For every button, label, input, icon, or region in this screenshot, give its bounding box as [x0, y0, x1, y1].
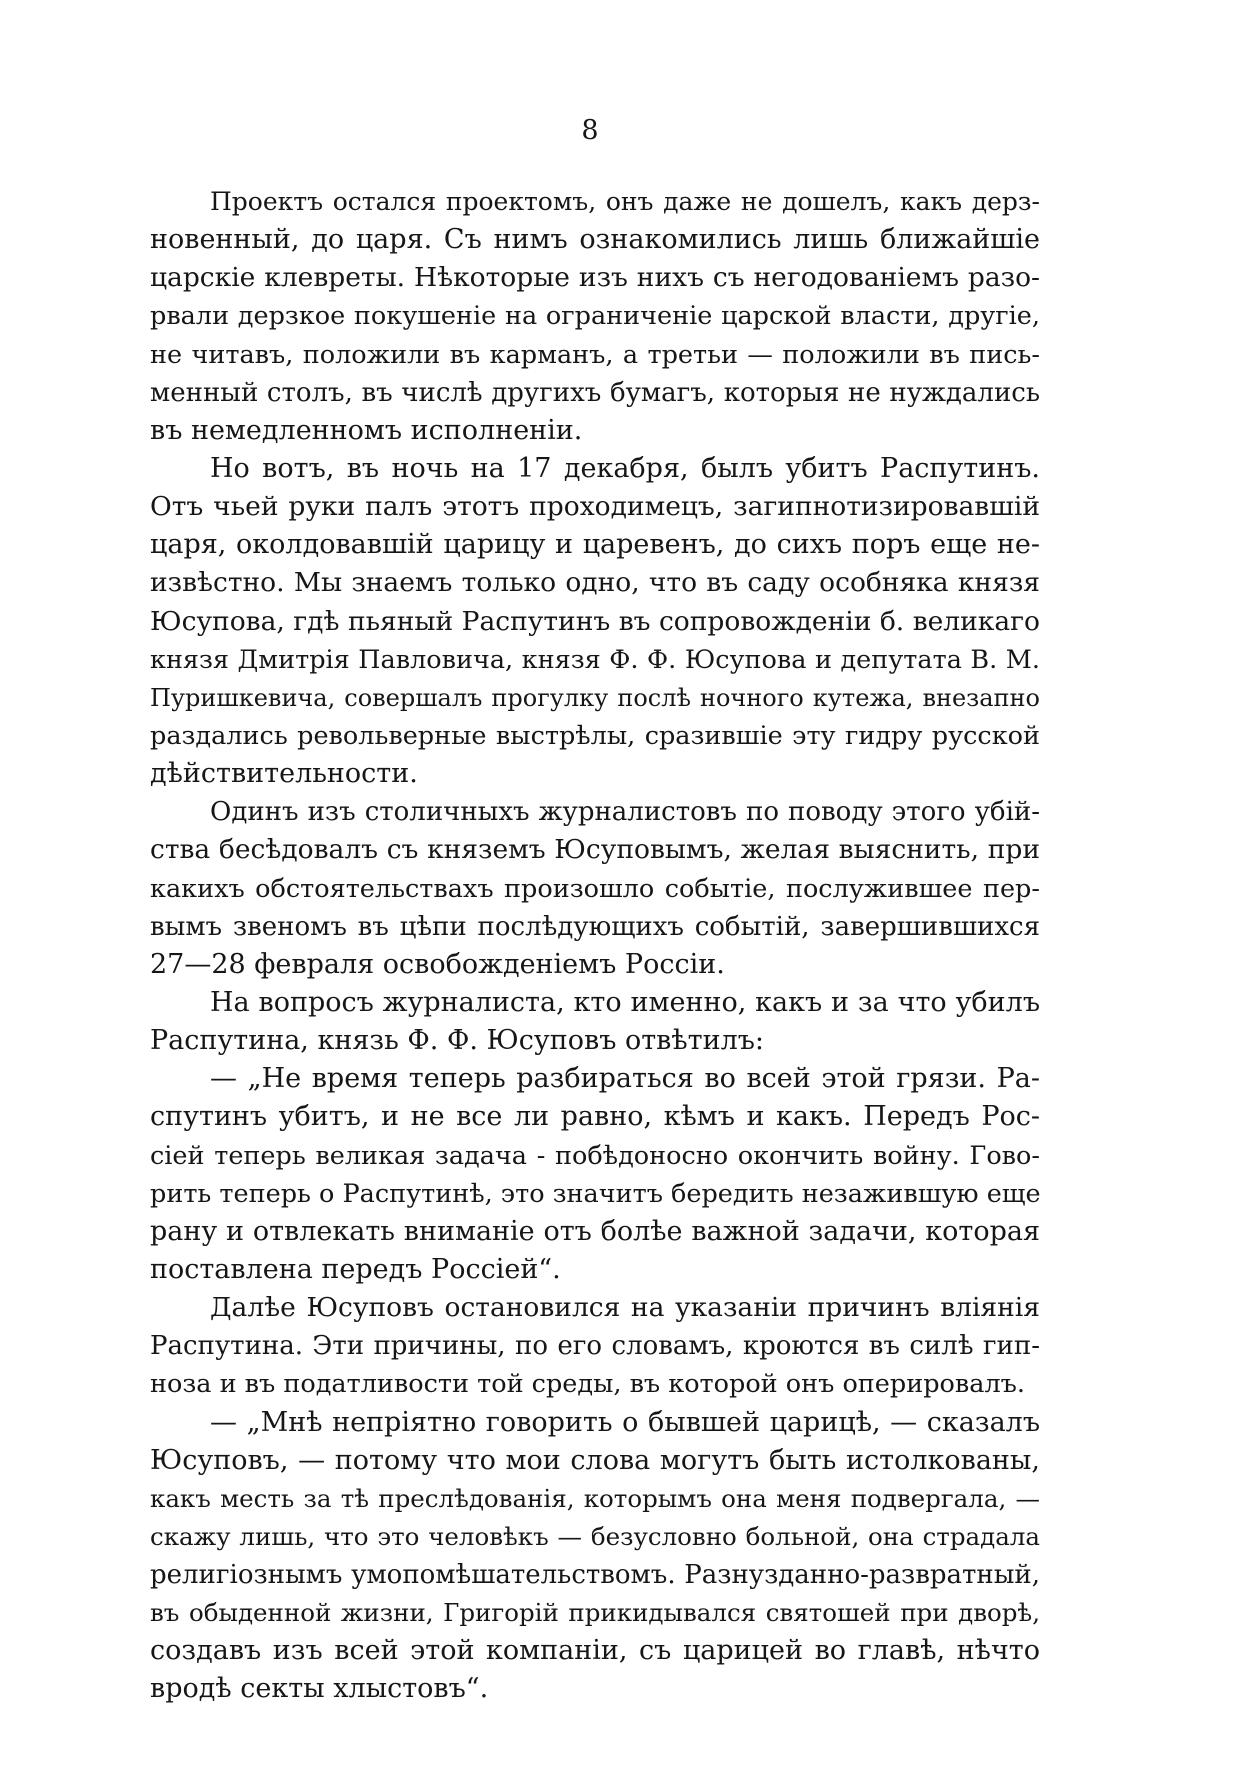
text-line: Одинъ изъ столичныхъ журналистовъ по поводу этого убій- [210, 797, 1040, 828]
paragraph-5 [150, 1060, 1040, 1289]
text-line: ства бесѣдовалъ съ княземъ Юсуповымъ, желая выяснить, при [150, 834, 1040, 866]
text-line: въ обыденной жизни, Григорій прикидывался святошей при дворѣ, [150, 1598, 1040, 1628]
text-line: менный столъ, въ числѣ другихъ бумагъ, которыя не нуждались [150, 377, 1040, 408]
text-line: Распутина, князь Ф. Ф. Юсуповъ отвѣтилъ: [150, 1025, 764, 1057]
text-line: князя Дмитрія Павловича, князя Ф. Ф. Юсупова и депутата В. М. [150, 644, 1040, 675]
paragraph-1 [150, 183, 1040, 450]
text-line: раздались револьверные выстрѣлы, сразившіе эту гидру русской [150, 720, 1040, 751]
text-line: На вопросъ журналиста, кто именно, какъ и за что убилъ [210, 986, 1040, 1018]
text-line: Но вотъ, въ ночь на 17 декабря, былъ убитъ Распутинъ. [210, 452, 1040, 484]
paragraph-2 [150, 450, 1040, 793]
text-line: новенный, до царя. Съ нимъ ознакомились лишь ближайшіе [150, 224, 1040, 256]
text-line: Юсупова, гдѣ пьяный Распутинъ въ сопровожденіи б. великаго [150, 605, 1040, 637]
text-line: — „Не время теперь разбираться во всей этой грязи. Ра- [210, 1063, 1040, 1095]
text-line: религіознымъ умопомѣшательствомъ. Разнузданно-развратный, [150, 1560, 1040, 1591]
text-line: Распутина. Эти причины, по его словамъ, кроются въ силѣ гип- [150, 1331, 1040, 1362]
text-line: рвали дерзкое покушеніе на ограниченіе царской власти, другіе, [150, 301, 1040, 332]
body-text [150, 183, 1040, 1709]
text-line: — „Мнѣ непріятно говорить о бывшей царицѣ, — сказалъ [210, 1406, 1040, 1438]
text-line: сіей теперь великая задача - побѣдоносно окончить войну. Гово- [150, 1140, 1040, 1171]
text-line: дѣйствительности. [150, 758, 418, 790]
paragraph-7 [150, 1404, 1040, 1709]
text-line: вымъ звеномъ въ цѣпи послѣдующихъ событій, завершившихся [150, 911, 1040, 942]
paragraph-6 [150, 1289, 1040, 1403]
text-line: какъ месть за тѣ преслѣдованія, которымъ она меня подвергала, — [150, 1483, 1040, 1513]
text-line: поставлена передъ Россіей“. [150, 1253, 561, 1285]
text-line: въ немедленномъ исполненіи. [150, 414, 583, 446]
text-line: спутинъ убитъ, и не все ли равно, кѣмъ и какъ. Передъ Рос- [150, 1101, 1040, 1133]
text-line: не читавъ, положили въ карманъ, а третьи — положили въ пись- [150, 339, 1040, 370]
text-line: какихъ обстоятельствахъ произошло событіе, послужившее пер- [150, 873, 1040, 904]
text-line: ноза и въ податливости той среды, въ которой онъ оперировалъ. [150, 1369, 1025, 1400]
text-line: извѣстно. Мы знаемъ только одно, что въ саду особняка князя [150, 567, 1040, 599]
text-line: рану и отвлекать вниманіе отъ болѣе важной задачи, которая [150, 1215, 1040, 1247]
paragraph-4 [150, 984, 1040, 1060]
text-line: Проектъ остался проектомъ, онъ даже не дошелъ, какъ дерз- [210, 187, 1040, 216]
text-line: царя, околдовавшій царицу и царевенъ, до сихъ поръ еще не- [150, 529, 1040, 561]
text-line: рить теперь о Распутинѣ, это значитъ бередить незажившую еще [150, 1178, 1041, 1209]
text-line: Отъ чьей руки палъ этотъ проходимецъ, загипнотизировавшій [150, 491, 1040, 523]
page-number: 8 [581, 115, 599, 146]
text-line: 27—28 февраля освобожденіемъ Россіи. [150, 948, 725, 980]
text-line: скажу лишь, что это человѣкъ — безусловно больной, она страдала [150, 1521, 1040, 1551]
paragraph-3 [150, 793, 1040, 984]
text-line: Пуришкевича, совершалъ прогулку послѣ ночного кутежа, внезапно [150, 683, 1040, 712]
text-line: Далѣе Юсуповъ остановился на указаніи причинъ вліянія [210, 1292, 1040, 1324]
text-line: создавъ изъ всей этой компаніи, съ царицей во главѣ, нѣчто [150, 1635, 1040, 1667]
text-line: царскіе клевреты. Нѣкоторые изъ нихъ съ негодованіемъ разо- [150, 262, 1040, 294]
text-line: Юсуповъ, — потому что мои слова могутъ быть истолкованы, [150, 1444, 1040, 1476]
text-line: вродѣ секты хлыстовъ“. [150, 1673, 489, 1705]
